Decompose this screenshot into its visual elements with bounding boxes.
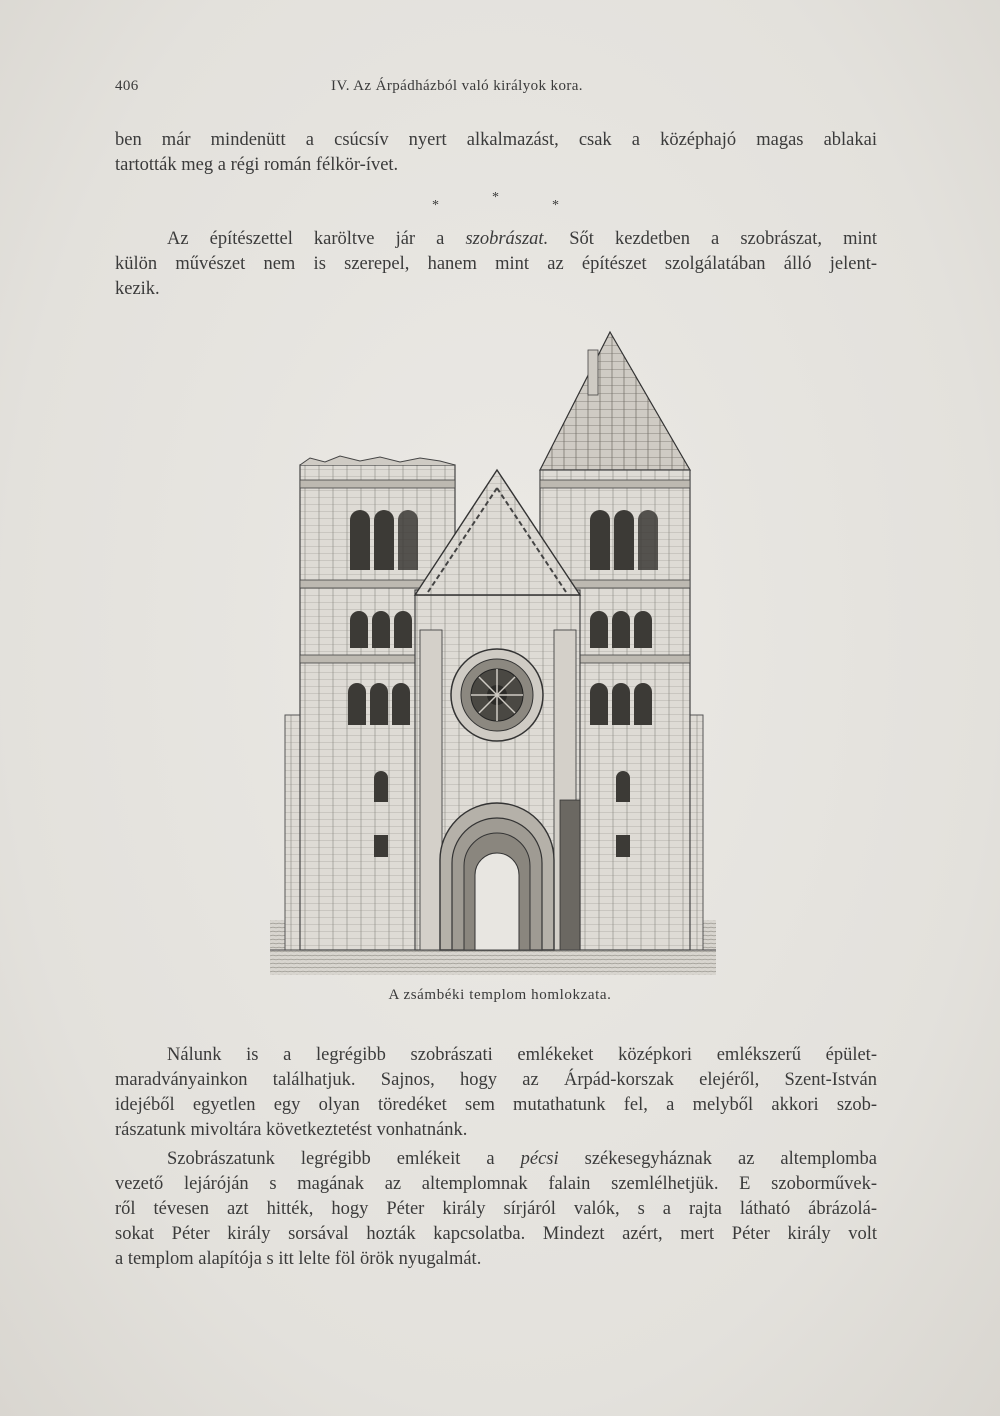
text-line: ről tévesen azt hitték, hogy Péter király sírjáról valók, s a rajta látható ábrázolá- <box>115 1199 877 1219</box>
text-span: székesegyháznak az altemplomba <box>558 1149 877 1169</box>
text-line: sokat Péter király sorsával hozták kapcsolatba. Mindezt azért, mert Péter király volt <box>115 1224 877 1244</box>
paragraph-earliest-sculpture <box>115 1043 877 1143</box>
church-facade-illustration <box>270 330 716 980</box>
text-line: kezik. <box>115 279 160 299</box>
text-span: Szobrászatunk legrégibb emlékeit a <box>167 1149 521 1169</box>
section-separator <box>430 190 570 214</box>
text-line: Nálunk is a legrégibb szobrászati emlékeket középkori emlékszerű épület- <box>167 1045 877 1065</box>
sculpture-intro-paragraph <box>115 227 877 302</box>
text-line: külön művészet nem is szerepel, hanem mint az építészet szolgálatában álló jelent- <box>115 254 877 274</box>
emphasis-term: pécsi <box>520 1149 559 1169</box>
page-header <box>115 78 885 102</box>
rose-window <box>451 649 543 741</box>
text-line: vezető lejáróján s magának az altemplomnak falain szemlélhetjük. E szoborművek- <box>115 1174 877 1194</box>
asterisk: * <box>552 198 559 213</box>
text-line: tartották meg a régi román félkör-ívet. <box>115 155 399 175</box>
text-span: Sőt kezdetben a szobrászat, mint <box>548 229 877 249</box>
intro-paragraph <box>115 128 877 178</box>
asterisk: * <box>432 198 439 213</box>
page-number: 406 <box>115 78 139 94</box>
figure-caption: A zsámbéki templom homlokzata. <box>388 987 612 1003</box>
text-line: ben már mindenütt a csúcsív nyert alkalmazást, csak a középhajó magas ablakai <box>115 130 877 150</box>
text-line: idejéből egyetlen egy olyan töredéket sem mutathatunk fel, a melyből akkori szob- <box>115 1095 877 1115</box>
text-line: maradványainkon találhatjuk. Sajnos, hogy az Árpád-korszak elejéről, Szent-István <box>115 1070 877 1090</box>
running-title: IV. Az Árpádházból való királyok kora. <box>331 78 583 94</box>
text-line: rászatunk mivoltára következtetést vonhatnánk. <box>115 1120 468 1140</box>
paragraph-pecs-cathedral <box>115 1147 877 1272</box>
text-line <box>115 1147 877 1172</box>
text-line <box>115 227 877 252</box>
emphasis-term: szobrászat. <box>465 229 549 249</box>
text-line: a templom alapítója s itt lelte föl örök nyugalmát. <box>115 1249 482 1269</box>
asterisk: * <box>492 190 499 205</box>
text-span: Az építészettel karöltve jár a <box>167 229 466 249</box>
